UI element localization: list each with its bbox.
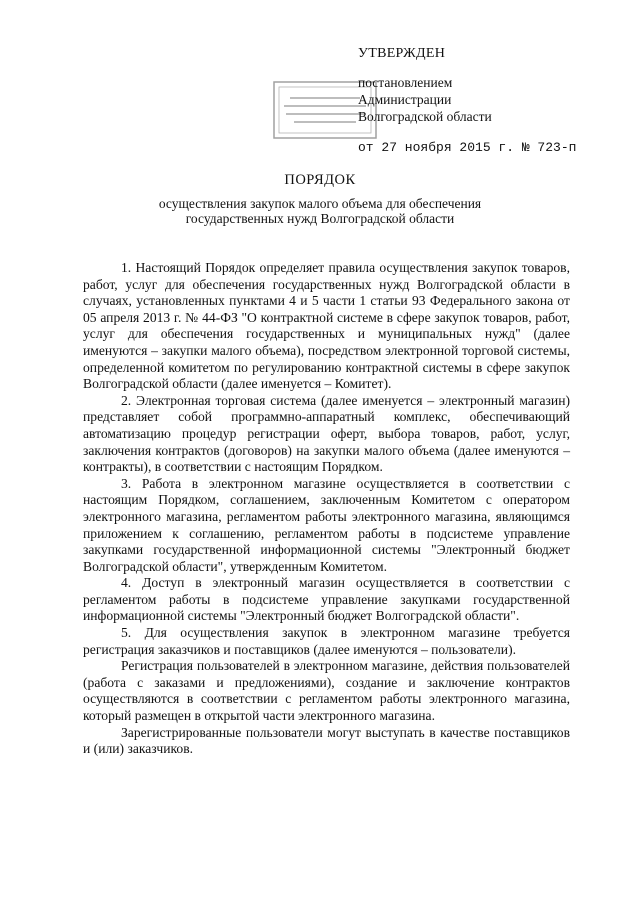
paragraph-2: 2. Электронная торговая система (далее именуется – электронный магазин) представляет собой программно-аппаратный комплекс, обеспечивающий автоматизацию процедур регистрации оферт, выбора товаров, работ, услуг, заключения контрактов (договоров) на закупки малого объема (далее именуются – контракты), в соответствии с настоящим Порядком. (83, 392, 570, 475)
document-subtitle (60, 196, 580, 226)
approval-block (358, 45, 628, 156)
paragraph-3: 3. Работа в электронном магазине осуществляется в соответствии с настоящим Порядком, соглашением, заключенным Комитетом с оператором электронного магазина, регламентом работы электронного магазина, являющимся приложением к соглашению, регламентом работы в подсистеме управление закупками государственной информационной системы "Электронный бюджет Волгоградской области", утвержденным Комитетом. (83, 475, 570, 574)
document-title: ПОРЯДОК (284, 172, 356, 188)
approval-line-2: Администрации (358, 92, 452, 107)
approval-date: от 27 ноября 2015 г. № 723-п (358, 140, 577, 155)
subtitle-line-2: государственных нужд Волгоградской области (185, 211, 455, 226)
document-body (83, 260, 570, 758)
paragraph-5: 5. Для осуществления закупок в электронном магазине требуется регистрация заказчиков и поставщиков (далее именуются – пользователи). (83, 625, 570, 657)
subtitle-line-1: осуществления закупок малого объема для обеспечения (158, 196, 482, 211)
paragraph-1: 1. Настоящий Порядок определяет правила осуществления закупок товаров, работ, услуг для обеспечения государственных нужд Волгоградской области в случаях, установленных пунктами 4 и 5 части 1 статьи 93 Федерального закона от 05 апреля 2013 г. № 44-ФЗ "О контрактной системе в сфере закупок товаров, работ, услуг для обеспечения государственных и муниципальных нужд" (далее именуются – закупки малого объема), посредством электронной торговой системы, определенной комитетом по регулированию контрактной системы в сфере закупок Волгоградской области (далее именуется – Комитет). (83, 260, 570, 392)
approval-line-3: Волгоградской области (358, 109, 492, 124)
paragraph-7: Зарегистрированные пользователи могут выступать в качестве поставщиков и (или) заказчиков. (83, 724, 570, 757)
approval-line-1: постановлением (358, 75, 453, 90)
approved-label: УТВЕРЖДЕН (358, 46, 446, 61)
paragraph-6: Регистрация пользователей в электронном магазине, действия пользователей (работа с заказами и предложениями), создание и заключение контрактов осуществляются в соответствии с регламентом работы электронного магазина, который размещен в открытой части электронного магазина. (83, 658, 570, 724)
paragraph-4: 4. Доступ в электронный магазин осуществляется в соответствии с регламентом работы в подсистеме управление закупками государственной информационной системы "Электронный бюджет Волгоградской области". (83, 575, 570, 624)
